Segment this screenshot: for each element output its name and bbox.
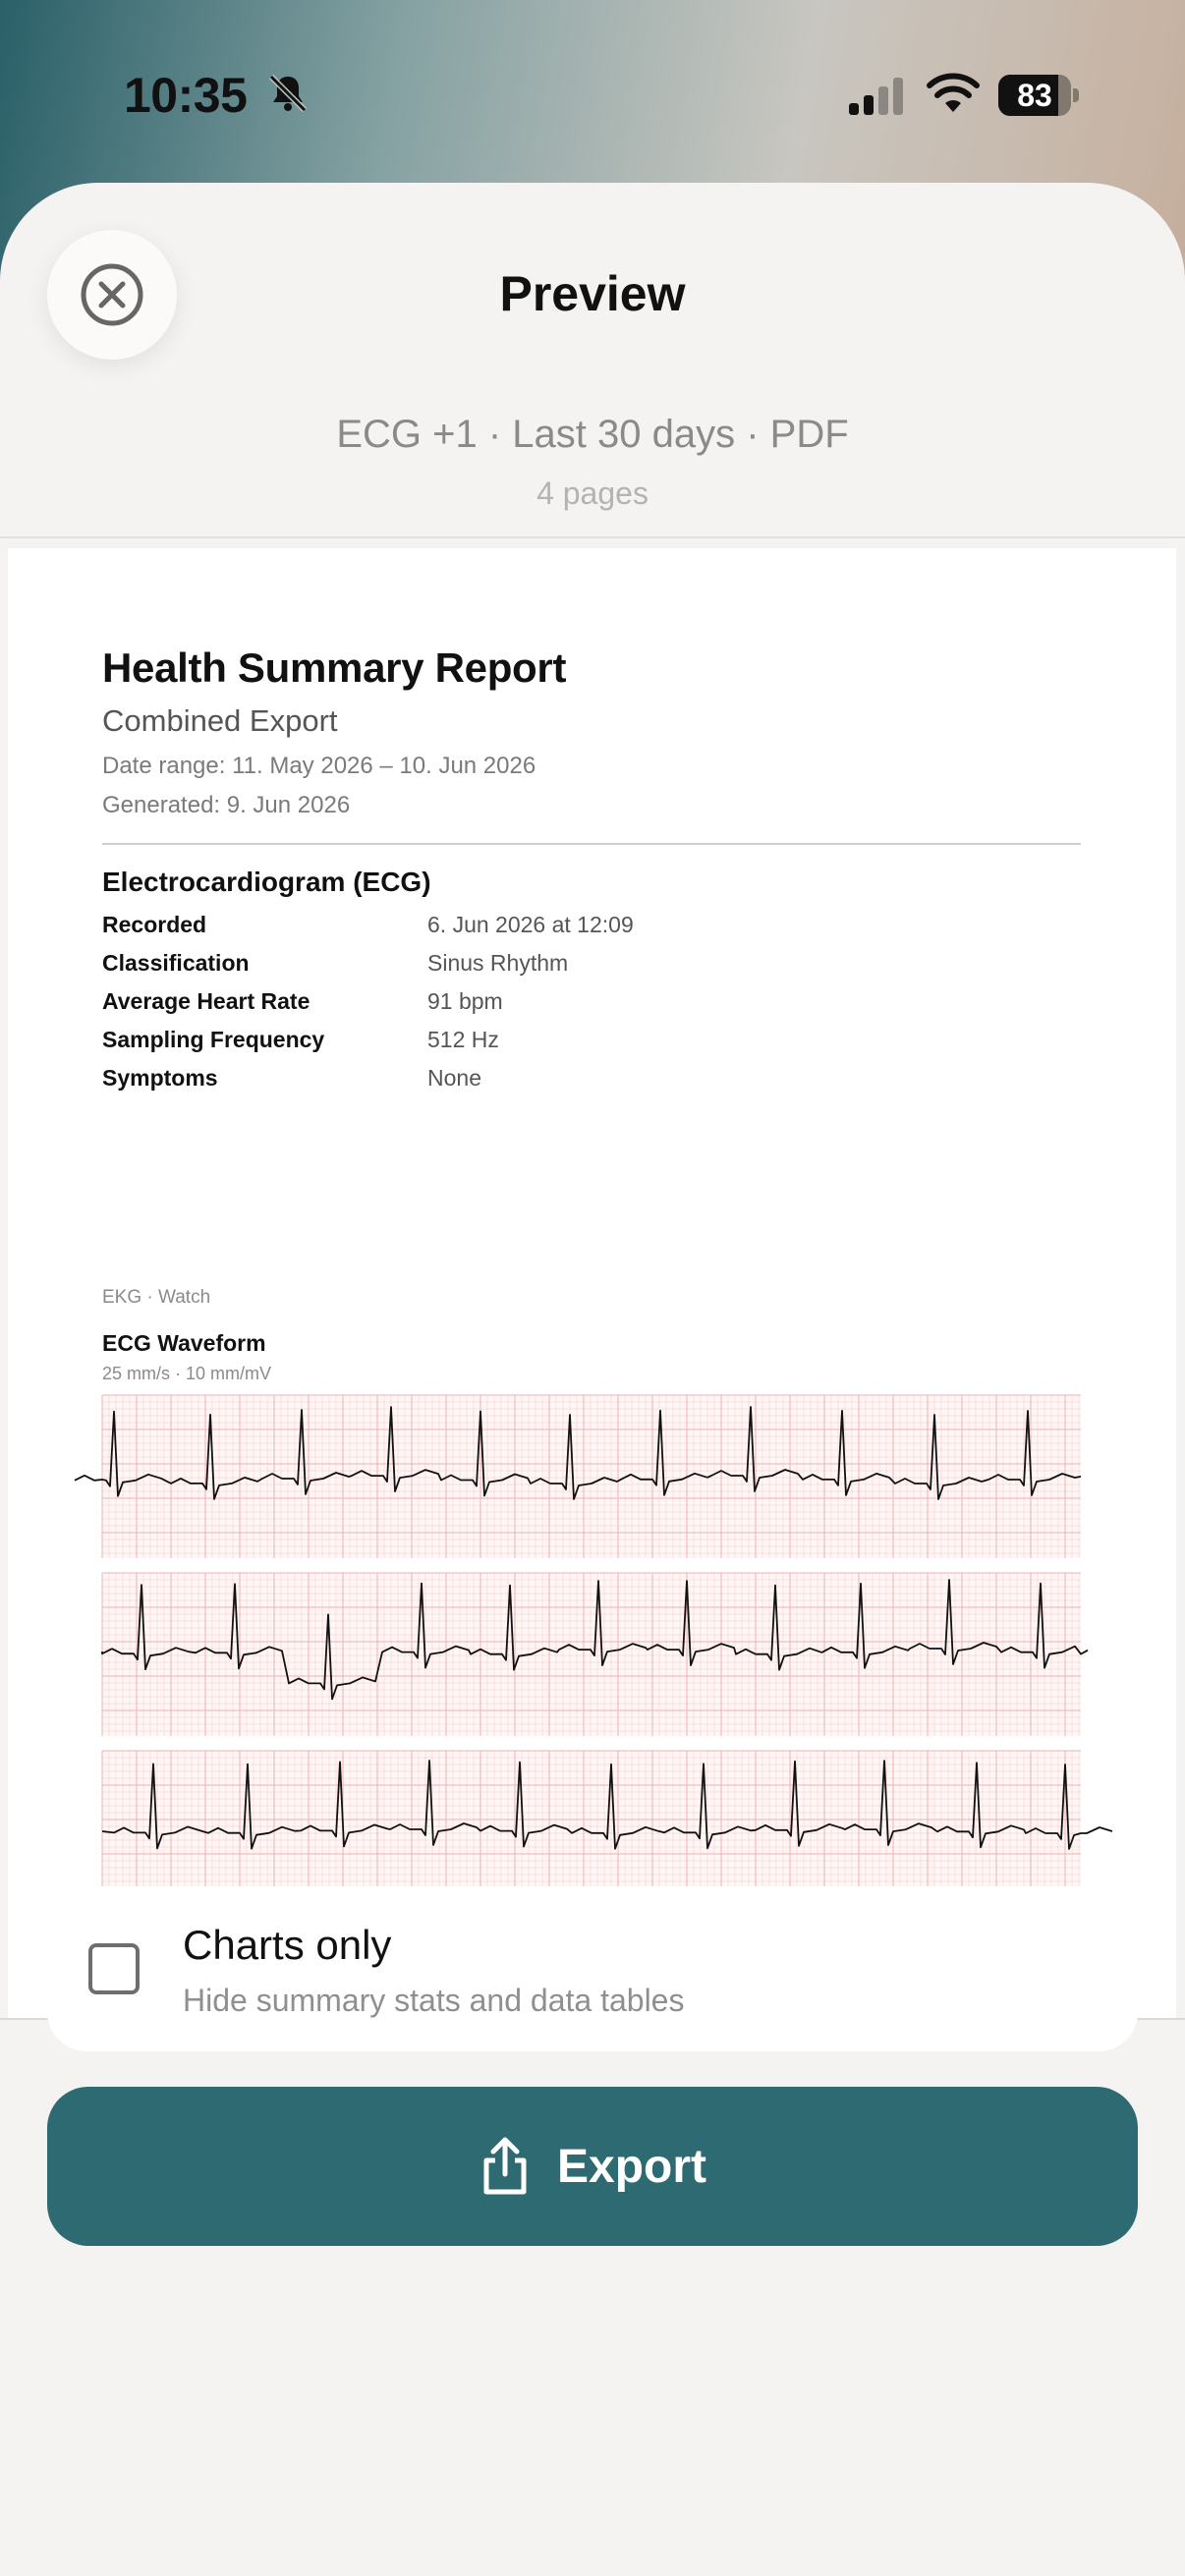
report-divider [102,843,1081,845]
detail-label: Average Heart Rate [102,988,310,1014]
pdf-page-preview[interactable] [8,548,1176,2018]
export-summary: ECG +1 · Last 30 days · PDF [336,413,849,456]
share-icon [479,2137,532,2196]
detail-row-sampling-frequency [102,1027,1081,1062]
detail-label: Sampling Frequency [102,1027,325,1052]
page-count: 4 pages [536,476,649,511]
charts-only-checkbox[interactable] [88,1943,140,1994]
battery-icon [998,75,1079,116]
status-time: 10:35 [124,68,248,123]
status-bar [0,0,1185,187]
bell-slash-icon [265,71,310,116]
waveform-scale: 25 mm/s · 10 mm/mV [102,1364,272,1383]
waveform-title: ECG Waveform [102,1330,266,1356]
divider [0,536,1185,538]
detail-row-symptoms [102,1065,1081,1100]
wifi-icon [927,73,980,116]
report-title: Health Summary Report [102,644,567,691]
report-subtitle: Combined Export [102,703,338,738]
report-generated-date: Generated: 9. Jun 2026 [102,792,351,818]
cellular-signal-icon [847,77,906,116]
battery-percentage: 83 [1017,78,1052,113]
detail-row-classification [102,950,1081,985]
detail-row-average-heart-rate [102,988,1081,1024]
detail-label: Classification [102,950,250,976]
detail-value: 6. Jun 2026 at 12:09 [427,912,634,937]
detail-value: 91 bpm [427,988,503,1014]
detail-value: Sinus Rhythm [427,950,569,976]
charts-only-toggle[interactable] [47,1886,1138,2051]
sheet-title: Preview [499,266,686,321]
charts-only-hint: Hide summary stats and data tables [183,1983,685,2018]
data-source: EKG · Watch [102,1287,211,1308]
ecg-strip-1 [102,1395,1081,1558]
ecg-strip-2 [102,1573,1081,1736]
export-button[interactable] [47,2087,1138,2246]
detail-label: Symptoms [102,1065,218,1091]
detail-value: 512 Hz [427,1027,499,1052]
section-title: Electrocardiogram (ECG) [102,867,431,897]
export-label: Export [556,2140,706,2193]
detail-label: Recorded [102,912,207,937]
charts-only-label: Charts only [183,1922,392,1968]
detail-value: None [427,1065,481,1091]
report-date-range: Date range: 11. May 2026 – 10. Jun 2026 [102,753,536,779]
detail-row-recorded [102,912,1081,947]
